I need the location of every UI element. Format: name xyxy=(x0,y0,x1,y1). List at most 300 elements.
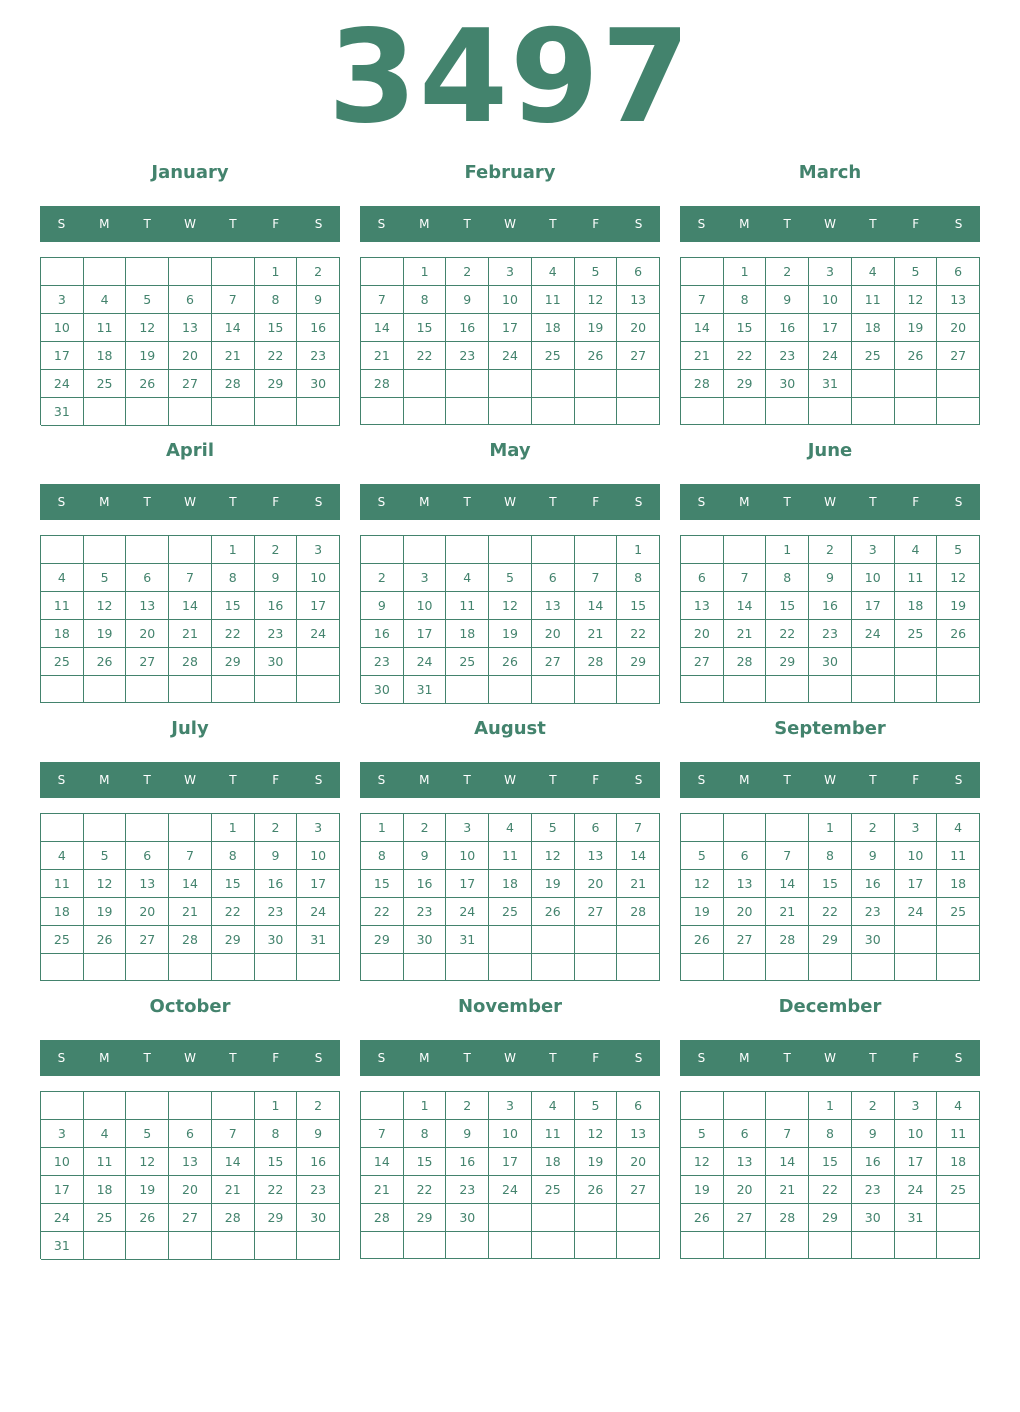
day-cell xyxy=(489,1232,532,1259)
day-cell: 10 xyxy=(41,1148,84,1176)
day-cell: 7 xyxy=(212,1120,255,1148)
day-cell: 30 xyxy=(297,370,340,398)
day-cell: 7 xyxy=(617,814,660,842)
day-cell xyxy=(126,398,169,426)
day-cell: 11 xyxy=(84,1148,127,1176)
day-cell: 26 xyxy=(575,1176,618,1204)
weekday-label: W xyxy=(824,773,836,787)
day-cell: 7 xyxy=(361,286,404,314)
weekday-label: M xyxy=(419,217,430,231)
day-cell: 21 xyxy=(766,1176,809,1204)
day-cell: 5 xyxy=(937,536,980,564)
day-cell: 22 xyxy=(361,898,404,926)
weekday-label: S xyxy=(697,495,706,509)
day-cell: 15 xyxy=(404,1148,447,1176)
weekday-label: F xyxy=(592,773,600,787)
day-cell: 9 xyxy=(852,1120,895,1148)
day-cell: 3 xyxy=(489,258,532,286)
day-cell: 28 xyxy=(212,370,255,398)
day-cell xyxy=(446,676,489,704)
day-cell: 7 xyxy=(169,842,212,870)
day-cell xyxy=(212,954,255,981)
day-cell xyxy=(575,1232,618,1259)
day-cell xyxy=(489,536,532,564)
day-cell: 3 xyxy=(489,1092,532,1120)
weekday-label: W xyxy=(184,495,196,509)
day-cell: 9 xyxy=(404,842,447,870)
month-name: March xyxy=(798,162,862,183)
day-cell xyxy=(84,1232,127,1260)
day-cell: 13 xyxy=(532,592,575,620)
day-cell: 1 xyxy=(766,536,809,564)
day-cell xyxy=(532,676,575,704)
day-cell xyxy=(126,1092,169,1120)
day-cell: 4 xyxy=(532,258,575,286)
day-cell xyxy=(41,954,84,981)
day-cell xyxy=(489,676,532,704)
day-cell: 10 xyxy=(41,314,84,342)
day-cell xyxy=(852,676,895,703)
day-cell xyxy=(724,954,767,981)
day-cell: 20 xyxy=(126,620,169,648)
day-cell: 12 xyxy=(84,592,127,620)
day-cell: 21 xyxy=(766,898,809,926)
day-cell: 1 xyxy=(724,258,767,286)
day-cell xyxy=(937,398,980,425)
day-cell: 7 xyxy=(724,564,767,592)
day-cell xyxy=(361,1232,404,1259)
day-cell: 28 xyxy=(617,898,660,926)
day-cell xyxy=(446,370,489,398)
day-cell: 10 xyxy=(489,286,532,314)
day-cell: 5 xyxy=(575,258,618,286)
day-cell xyxy=(297,676,340,703)
day-cell: 4 xyxy=(532,1092,575,1120)
day-cell: 2 xyxy=(404,814,447,842)
day-cell: 9 xyxy=(297,286,340,314)
day-cell: 15 xyxy=(766,592,809,620)
day-cell: 30 xyxy=(255,648,298,676)
day-cell: 25 xyxy=(446,648,489,676)
day-cell: 21 xyxy=(169,898,212,926)
day-cell xyxy=(724,536,767,564)
day-cell xyxy=(617,370,660,398)
day-cell: 14 xyxy=(212,314,255,342)
day-cell: 13 xyxy=(681,592,724,620)
day-cell: 18 xyxy=(41,898,84,926)
day-cell: 19 xyxy=(681,898,724,926)
day-cell: 13 xyxy=(724,870,767,898)
weekday-label: T xyxy=(869,773,877,787)
weekday-header xyxy=(40,484,340,520)
day-cell: 4 xyxy=(84,286,127,314)
weekday-label: M xyxy=(99,773,110,787)
day-cell: 17 xyxy=(404,620,447,648)
day-cell: 2 xyxy=(446,258,489,286)
day-cell xyxy=(126,954,169,981)
day-cell xyxy=(489,954,532,981)
day-cell: 16 xyxy=(446,314,489,342)
day-cell: 1 xyxy=(255,1092,298,1120)
day-cell: 19 xyxy=(681,1176,724,1204)
day-cell: 28 xyxy=(575,648,618,676)
weekday-header xyxy=(360,484,660,520)
day-cell: 19 xyxy=(575,1148,618,1176)
day-cell: 28 xyxy=(724,648,767,676)
day-cell: 16 xyxy=(255,870,298,898)
day-cell: 11 xyxy=(489,842,532,870)
day-cell: 26 xyxy=(84,648,127,676)
weekday-label: F xyxy=(592,1051,600,1065)
day-cell xyxy=(361,954,404,981)
day-cell xyxy=(532,1232,575,1259)
day-cell: 19 xyxy=(895,314,938,342)
day-cell: 12 xyxy=(937,564,980,592)
day-cell xyxy=(489,926,532,954)
day-cell: 13 xyxy=(937,286,980,314)
day-cell xyxy=(361,398,404,425)
day-cell: 19 xyxy=(126,342,169,370)
day-grid xyxy=(360,257,660,425)
weekday-label: T xyxy=(229,1051,237,1065)
month-name: July xyxy=(171,718,209,739)
day-cell: 8 xyxy=(809,842,852,870)
day-cell: 7 xyxy=(212,286,255,314)
day-cell: 26 xyxy=(532,898,575,926)
year-title: 3497 xyxy=(327,3,693,152)
day-cell: 2 xyxy=(255,814,298,842)
day-cell xyxy=(41,258,84,286)
day-cell xyxy=(255,1232,298,1260)
day-cell: 21 xyxy=(681,342,724,370)
weekday-label: S xyxy=(697,217,706,231)
weekday-label: M xyxy=(99,495,110,509)
weekday-label: S xyxy=(314,217,323,231)
weekday-label: S xyxy=(697,1051,706,1065)
weekday-label: F xyxy=(912,1051,920,1065)
day-cell xyxy=(169,536,212,564)
day-cell: 30 xyxy=(255,926,298,954)
weekday-label: M xyxy=(739,495,750,509)
weekday-label: S xyxy=(377,1051,386,1065)
weekday-label: T xyxy=(463,495,471,509)
day-cell xyxy=(724,1232,767,1259)
day-cell xyxy=(489,398,532,425)
day-grid xyxy=(360,813,660,981)
day-cell: 29 xyxy=(617,648,660,676)
day-cell: 3 xyxy=(41,286,84,314)
day-grid xyxy=(360,1091,660,1259)
day-cell: 16 xyxy=(404,870,447,898)
day-cell: 24 xyxy=(446,898,489,926)
day-cell: 6 xyxy=(724,1120,767,1148)
day-cell xyxy=(617,1204,660,1232)
weekday-label: T xyxy=(463,773,471,787)
day-cell: 9 xyxy=(446,1120,489,1148)
day-cell xyxy=(169,398,212,426)
weekday-label: W xyxy=(824,495,836,509)
day-cell: 1 xyxy=(617,536,660,564)
day-cell: 15 xyxy=(255,314,298,342)
weekday-label: T xyxy=(549,217,557,231)
day-cell: 30 xyxy=(766,370,809,398)
day-cell: 8 xyxy=(255,1120,298,1148)
day-cell: 1 xyxy=(255,258,298,286)
day-cell: 19 xyxy=(126,1176,169,1204)
weekday-label: T xyxy=(229,217,237,231)
weekday-header xyxy=(40,206,340,242)
day-cell: 21 xyxy=(361,342,404,370)
day-cell xyxy=(809,954,852,981)
day-cell: 2 xyxy=(766,258,809,286)
day-cell xyxy=(446,1232,489,1259)
weekday-label: T xyxy=(549,773,557,787)
day-cell xyxy=(126,814,169,842)
day-cell: 13 xyxy=(575,842,618,870)
day-cell: 18 xyxy=(446,620,489,648)
day-cell: 22 xyxy=(404,342,447,370)
day-cell: 2 xyxy=(297,258,340,286)
day-cell: 11 xyxy=(41,870,84,898)
day-cell: 9 xyxy=(255,564,298,592)
day-cell xyxy=(724,398,767,425)
day-cell xyxy=(84,954,127,981)
day-cell xyxy=(84,676,127,703)
day-cell xyxy=(212,258,255,286)
day-cell: 20 xyxy=(681,620,724,648)
day-cell: 12 xyxy=(575,1120,618,1148)
day-cell: 29 xyxy=(255,370,298,398)
day-cell: 9 xyxy=(809,564,852,592)
day-grid xyxy=(680,1091,980,1259)
day-grid xyxy=(680,535,980,703)
day-cell: 26 xyxy=(126,370,169,398)
day-cell: 1 xyxy=(809,1092,852,1120)
day-cell xyxy=(895,954,938,981)
weekday-label: S xyxy=(377,495,386,509)
day-cell: 21 xyxy=(724,620,767,648)
weekday-label: F xyxy=(912,217,920,231)
day-cell: 8 xyxy=(809,1120,852,1148)
day-cell: 25 xyxy=(532,1176,575,1204)
weekday-label: S xyxy=(634,217,643,231)
day-cell: 15 xyxy=(617,592,660,620)
day-cell xyxy=(575,1204,618,1232)
weekday-label: S xyxy=(314,495,323,509)
day-cell: 5 xyxy=(489,564,532,592)
day-cell: 29 xyxy=(212,648,255,676)
day-cell: 5 xyxy=(575,1092,618,1120)
weekday-label: S xyxy=(57,773,66,787)
day-cell: 10 xyxy=(895,842,938,870)
day-cell xyxy=(895,370,938,398)
weekday-label: F xyxy=(272,217,280,231)
day-cell xyxy=(766,398,809,425)
day-cell xyxy=(361,1092,404,1120)
day-cell xyxy=(852,1232,895,1259)
day-cell: 17 xyxy=(297,870,340,898)
day-cell: 9 xyxy=(852,842,895,870)
day-cell: 4 xyxy=(895,536,938,564)
day-cell: 6 xyxy=(617,1092,660,1120)
day-cell xyxy=(126,676,169,703)
day-cell: 27 xyxy=(169,370,212,398)
day-cell xyxy=(404,398,447,425)
day-cell: 3 xyxy=(852,536,895,564)
day-cell: 17 xyxy=(489,314,532,342)
day-cell xyxy=(212,1092,255,1120)
day-cell: 20 xyxy=(937,314,980,342)
day-cell: 18 xyxy=(489,870,532,898)
day-cell: 27 xyxy=(724,1204,767,1232)
day-cell: 25 xyxy=(895,620,938,648)
day-cell: 31 xyxy=(297,926,340,954)
day-cell: 27 xyxy=(126,926,169,954)
day-cell: 12 xyxy=(681,870,724,898)
day-cell xyxy=(297,1232,340,1260)
day-cell: 18 xyxy=(84,1176,127,1204)
weekday-label: W xyxy=(184,1051,196,1065)
day-cell: 8 xyxy=(212,564,255,592)
day-cell: 29 xyxy=(361,926,404,954)
day-cell: 15 xyxy=(212,592,255,620)
weekday-label: M xyxy=(419,1051,430,1065)
day-cell: 22 xyxy=(212,620,255,648)
day-cell: 16 xyxy=(852,1148,895,1176)
day-cell: 15 xyxy=(361,870,404,898)
day-cell: 6 xyxy=(681,564,724,592)
weekday-label: S xyxy=(57,217,66,231)
day-cell: 13 xyxy=(126,592,169,620)
day-cell: 25 xyxy=(532,342,575,370)
weekday-label: T xyxy=(549,1051,557,1065)
day-cell: 17 xyxy=(41,342,84,370)
day-cell xyxy=(937,648,980,676)
day-cell: 18 xyxy=(84,342,127,370)
weekday-label: S xyxy=(954,773,963,787)
day-cell: 27 xyxy=(126,648,169,676)
day-cell: 8 xyxy=(404,286,447,314)
day-cell xyxy=(937,676,980,703)
day-cell: 3 xyxy=(895,1092,938,1120)
day-cell: 4 xyxy=(41,842,84,870)
day-cell xyxy=(126,1232,169,1260)
day-cell: 1 xyxy=(212,814,255,842)
day-cell: 31 xyxy=(809,370,852,398)
weekday-label: S xyxy=(954,217,963,231)
day-cell xyxy=(532,536,575,564)
day-cell: 3 xyxy=(404,564,447,592)
day-cell: 29 xyxy=(212,926,255,954)
day-cell: 8 xyxy=(212,842,255,870)
month-name: October xyxy=(149,996,231,1017)
weekday-label: T xyxy=(143,217,151,231)
weekday-label: F xyxy=(272,773,280,787)
day-cell: 24 xyxy=(895,1176,938,1204)
day-cell: 18 xyxy=(937,870,980,898)
day-cell: 11 xyxy=(895,564,938,592)
day-cell: 10 xyxy=(404,592,447,620)
day-cell: 22 xyxy=(724,342,767,370)
day-cell: 13 xyxy=(169,314,212,342)
day-cell: 23 xyxy=(809,620,852,648)
weekday-label: W xyxy=(504,1051,516,1065)
day-cell xyxy=(575,926,618,954)
day-cell: 11 xyxy=(532,286,575,314)
day-cell: 21 xyxy=(212,342,255,370)
day-cell: 13 xyxy=(617,286,660,314)
day-cell: 9 xyxy=(297,1120,340,1148)
day-cell xyxy=(575,676,618,704)
day-cell: 4 xyxy=(41,564,84,592)
day-cell: 12 xyxy=(895,286,938,314)
day-cell: 2 xyxy=(446,1092,489,1120)
day-cell: 29 xyxy=(404,1204,447,1232)
day-cell xyxy=(297,398,340,426)
weekday-label: W xyxy=(504,217,516,231)
day-cell: 20 xyxy=(126,898,169,926)
day-cell xyxy=(41,676,84,703)
day-cell: 17 xyxy=(446,870,489,898)
weekday-header xyxy=(680,206,980,242)
day-cell: 28 xyxy=(169,648,212,676)
day-cell: 28 xyxy=(766,1204,809,1232)
day-cell: 20 xyxy=(169,342,212,370)
day-cell xyxy=(361,258,404,286)
day-cell: 25 xyxy=(41,926,84,954)
day-cell: 18 xyxy=(937,1148,980,1176)
weekday-label: M xyxy=(739,773,750,787)
day-cell: 11 xyxy=(937,842,980,870)
day-cell xyxy=(852,370,895,398)
day-cell xyxy=(681,814,724,842)
day-cell: 30 xyxy=(446,1204,489,1232)
day-cell: 6 xyxy=(617,258,660,286)
day-cell xyxy=(852,954,895,981)
day-cell xyxy=(617,398,660,425)
weekday-header xyxy=(40,1040,340,1076)
weekday-label: S xyxy=(697,773,706,787)
weekday-label: T xyxy=(783,773,791,787)
day-cell: 28 xyxy=(361,370,404,398)
day-cell xyxy=(937,926,980,954)
day-cell: 9 xyxy=(255,842,298,870)
day-cell: 15 xyxy=(809,1148,852,1176)
day-cell xyxy=(41,536,84,564)
day-cell: 1 xyxy=(212,536,255,564)
weekday-label: F xyxy=(272,1051,280,1065)
weekday-label: S xyxy=(314,1051,323,1065)
day-cell: 12 xyxy=(681,1148,724,1176)
day-cell xyxy=(681,676,724,703)
day-cell: 28 xyxy=(361,1204,404,1232)
day-cell: 11 xyxy=(532,1120,575,1148)
day-cell: 8 xyxy=(766,564,809,592)
day-cell: 21 xyxy=(169,620,212,648)
day-cell: 11 xyxy=(937,1120,980,1148)
day-cell: 5 xyxy=(532,814,575,842)
day-cell: 14 xyxy=(681,314,724,342)
day-cell: 22 xyxy=(766,620,809,648)
day-cell: 23 xyxy=(852,1176,895,1204)
day-cell xyxy=(809,676,852,703)
day-cell: 26 xyxy=(84,926,127,954)
day-cell: 4 xyxy=(852,258,895,286)
day-cell: 5 xyxy=(126,1120,169,1148)
day-cell xyxy=(404,370,447,398)
day-cell: 2 xyxy=(297,1092,340,1120)
day-cell: 21 xyxy=(212,1176,255,1204)
